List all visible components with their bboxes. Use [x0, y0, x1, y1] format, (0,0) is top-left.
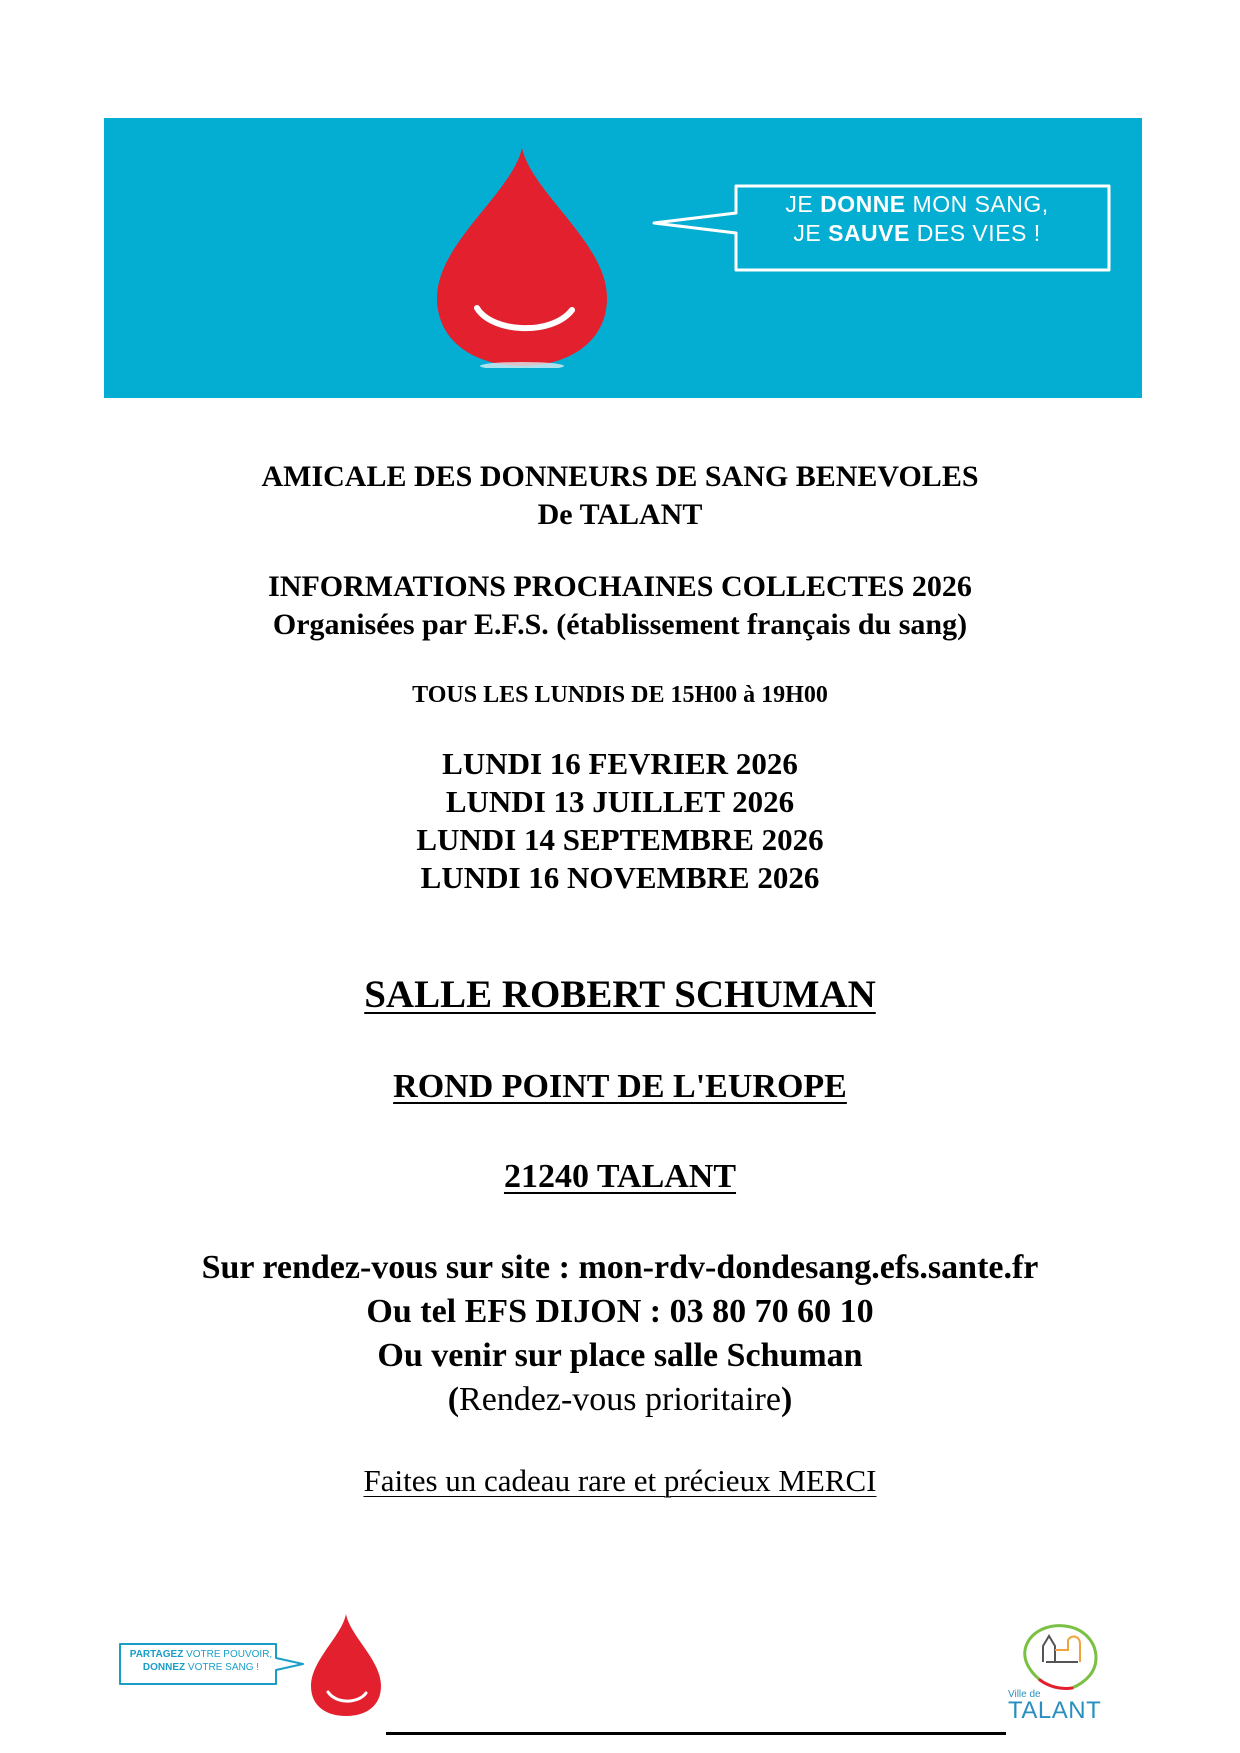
footer-slogan-line-1 [122, 1648, 280, 1661]
contact-section [0, 1246, 1240, 1422]
dates-list [0, 745, 1240, 897]
town-name: TALANT [1008, 1697, 1102, 1724]
footer-slogan-bold: DONNEZ [142, 1662, 186, 1673]
thanks-text: Faites un cadeau rare et précieux MERCI [363, 1463, 877, 1498]
contact-walk-in: Ou venir sur place salle Schuman [377, 1337, 863, 1374]
info-organizer: Organisées par E.F.S. (établissement français du sang) [272, 608, 968, 641]
date-item: LUNDI 16 FEVRIER 2026 [442, 746, 798, 781]
banner-slogan [732, 190, 1102, 248]
footer-slogan-line-2 [122, 1661, 280, 1674]
paren-close: ) [780, 1381, 793, 1418]
info-title: INFORMATIONS PROCHAINES COLLECTES 2026 [268, 570, 972, 603]
town-label: Ville de [1008, 1689, 1041, 1700]
contact-note [0, 1378, 1240, 1422]
association-header [0, 458, 1240, 534]
footer-divider [386, 1732, 1006, 1735]
slogan-line-2 [732, 219, 1102, 248]
slogan-text: MON SANG, [905, 191, 1049, 217]
slogan-text: JE [793, 220, 829, 246]
footer-slogan [122, 1648, 280, 1674]
footer-slogan-bold: PARTAGEZ [129, 1649, 184, 1660]
schedule-text: TOUS LES LUNDIS DE 15H00 à 19H00 [412, 682, 828, 708]
association-name: AMICALE DES DONNEURS DE SANG BENEVOLES [261, 460, 979, 493]
date-item: LUNDI 13 JUILLET 2026 [445, 784, 795, 819]
contact-note-text: Rendez-vous prioritaire [459, 1381, 781, 1418]
banner [104, 118, 1142, 398]
info-section [0, 568, 1240, 644]
venue-street [0, 1066, 1240, 1108]
venue-street-text: ROND POINT DE L'EUROPE [393, 1068, 847, 1105]
slogan-bold: SAUVE [828, 220, 910, 246]
association-town: De TALANT [537, 498, 703, 531]
date-item: LUNDI 16 NOVEMBRE 2026 [420, 860, 820, 895]
footer-slogan-text: VOTRE POUVOIR, [183, 1649, 273, 1660]
slogan-text: JE [785, 191, 821, 217]
footer-slogan-text: VOTRE SANG ! [185, 1662, 260, 1673]
venue-city-text: 21240 TALANT [503, 1158, 737, 1195]
venue-city [0, 1156, 1240, 1198]
slogan-line-1 [732, 190, 1102, 219]
slogan-bold: DONNE [820, 191, 906, 217]
venue-name-text: SALLE ROBERT SCHUMAN [364, 973, 876, 1016]
contact-phone: Ou tel EFS DIJON : 03 80 70 60 10 [366, 1293, 874, 1330]
contact-website: Sur rendez-vous sur site : mon-rdv-dondesang.efs.sante.fr [201, 1249, 1039, 1286]
paren-open: ( [447, 1381, 460, 1418]
footer-blood-drop-icon [306, 1610, 386, 1720]
thanks-message [0, 1462, 1240, 1500]
date-item: LUNDI 14 SEPTEMBRE 2026 [416, 822, 824, 857]
venue-name [0, 972, 1240, 1018]
slogan-text: DES VIES ! [909, 220, 1041, 246]
blood-drop-icon [422, 138, 622, 368]
